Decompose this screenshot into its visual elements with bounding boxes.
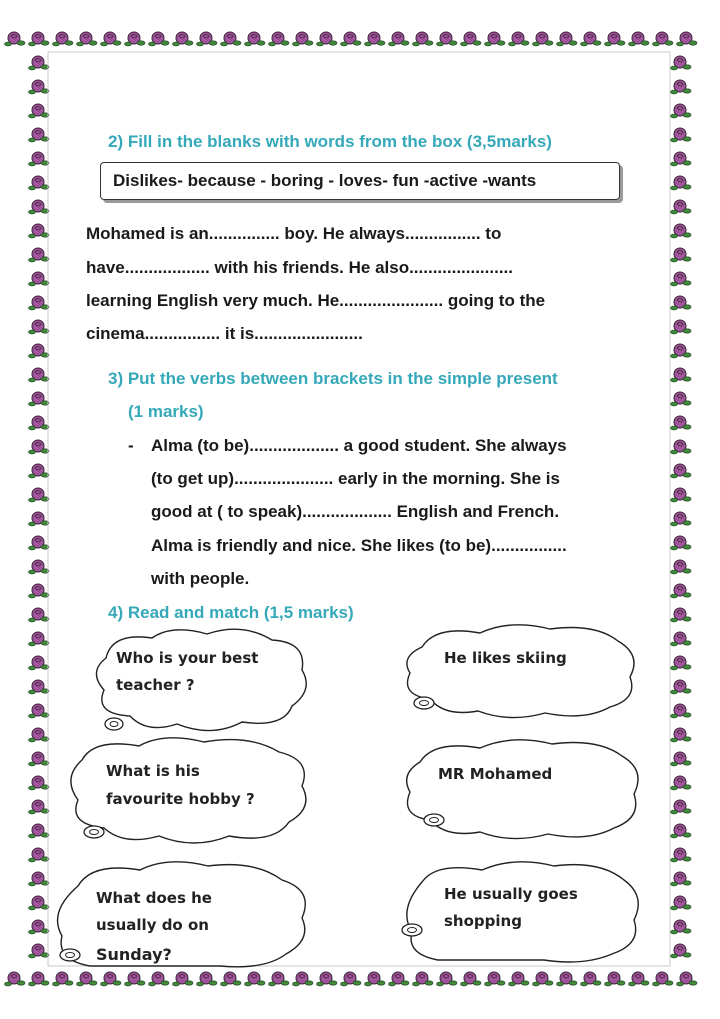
question-cloud-1 [92, 628, 307, 738]
section3-subheading: (1 marks) [128, 402, 204, 421]
section4-heading: 4) Read and match (1,5 marks) [108, 603, 354, 622]
thought-cloud-icon [400, 740, 640, 840]
section3-line: good at ( to speak)................... English and French. [151, 502, 560, 521]
answer-cloud-2 [400, 740, 640, 840]
section3-heading: 3) Put the verbs between brackets in the simple present [108, 369, 558, 388]
cloud-line: usually do on [96, 916, 209, 934]
cloud-line: He likes skiing [444, 649, 567, 667]
section2-heading: 2) Fill in the blanks with words from the box (3,5marks) [108, 132, 552, 151]
section2-line: Mohamed is an............... boy. He always................ to [86, 224, 502, 243]
cloud-line: Who is your best [116, 649, 259, 667]
answer-cloud-1 [400, 625, 635, 717]
cloud-line: Sunday? [96, 945, 172, 964]
cloud-line: What is his [106, 762, 200, 780]
section2-line: learning English very much. He...................... going to the [86, 291, 546, 310]
cloud-line: shopping [444, 912, 522, 930]
question-cloud-3 [50, 862, 310, 968]
section2-line: cinema................ it is....................... [86, 324, 363, 343]
section2-line: have.................. with his friends. He also...................... [86, 258, 513, 277]
cloud-line: What does he [96, 889, 212, 907]
answer-cloud-3 [398, 862, 638, 964]
bullet-dash: - [128, 436, 134, 455]
section3-line: (to get up)..................... early in the morning. She is [151, 469, 560, 488]
cloud-line: teacher ? [116, 676, 195, 694]
section3-line: Alma (to be)................... a good student. She always [151, 436, 567, 455]
word-box: Dislikes- because - boring - loves- fun -active -wants [100, 162, 620, 200]
question-cloud-2 [64, 738, 309, 848]
section3-line: with people. [151, 569, 250, 588]
section3-line: Alma is friendly and nice. She likes (to be)................ [151, 536, 567, 555]
cloud-line: favourite hobby ? [106, 790, 255, 808]
cloud-line: He usually goes [444, 885, 578, 903]
cloud-line: MR Mohamed [438, 765, 553, 783]
